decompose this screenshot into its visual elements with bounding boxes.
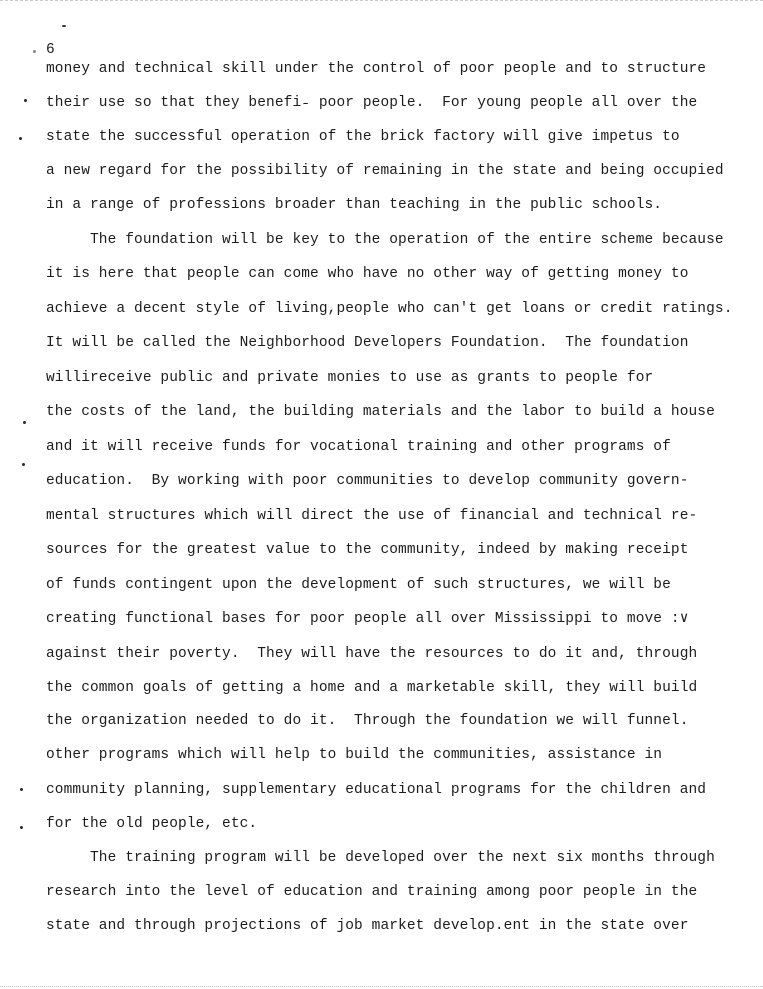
text-line: community planning, supplementary educational programs for the children and bbox=[46, 782, 707, 798]
text-line: for the old people, etc. bbox=[46, 816, 258, 832]
scan-speck bbox=[22, 463, 25, 466]
text-line: their use so that they benefi˗ poor people. For young people all over the bbox=[46, 95, 698, 111]
scan-speck bbox=[20, 788, 23, 791]
page-number: 6 bbox=[46, 42, 55, 58]
text-line: of funds contingent upon the development of such structures, we will be bbox=[46, 577, 671, 593]
text-line: The training program will be developed over the next six months through bbox=[46, 850, 715, 866]
text-line: state the successful operation of the brick factory will give impetus to bbox=[46, 129, 680, 145]
page-top-edge bbox=[0, 0, 763, 1]
text-line: in a range of professions broader than teaching in the public schools. bbox=[46, 197, 663, 213]
text-line: and it will receive funds for vocational training and other programs of bbox=[46, 439, 671, 455]
scan-speck bbox=[24, 99, 27, 102]
page-bottom-edge bbox=[0, 986, 763, 987]
scan-speck bbox=[62, 25, 66, 27]
text-line: money and technical skill under the control of poor people and to structure bbox=[46, 61, 707, 77]
scan-speck bbox=[23, 421, 26, 424]
text-line: other programs which will help to build the communities, assistance in bbox=[46, 747, 663, 763]
text-line: education. By working with poor communities to develop community govern- bbox=[46, 473, 689, 489]
text-line: state and through projections of job market develop.ent in the state over bbox=[46, 918, 689, 934]
text-line: creating functional bases for poor people all over Mississippi to move :∨ bbox=[46, 611, 689, 627]
scan-speck bbox=[33, 50, 36, 53]
text-line: against their poverty. They will have the resources to do it and, through bbox=[46, 646, 698, 662]
scan-speck bbox=[20, 826, 23, 829]
text-line: mental structures which will direct the use of financial and technical re- bbox=[46, 508, 698, 524]
text-line: The foundation will be key to the operation of the entire scheme because bbox=[46, 232, 724, 248]
text-line: willireceive public and private monies to use as grants to people for bbox=[46, 370, 654, 386]
text-line: achieve a decent style of living,people who can't get loans or credit ratings. bbox=[46, 301, 733, 317]
text-line: the costs of the land, the building materials and the labor to build a house bbox=[46, 404, 715, 420]
scan-speck bbox=[19, 137, 22, 140]
text-line: It will be called the Neighborhood Developers Foundation. The foundation bbox=[46, 335, 689, 351]
text-line: the common goals of getting a home and a marketable skill, they will build bbox=[46, 680, 698, 696]
text-line: research into the level of education and training among poor people in the bbox=[46, 884, 698, 900]
text-line: sources for the greatest value to the community, indeed by making receipt bbox=[46, 542, 689, 558]
text-line: a new regard for the possibility of remaining in the state and being occupied bbox=[46, 163, 724, 179]
text-line: it is here that people can come who have no other way of getting money to bbox=[46, 266, 689, 282]
text-line: the organization needed to do it. Through the foundation we will funnel. bbox=[46, 713, 689, 729]
